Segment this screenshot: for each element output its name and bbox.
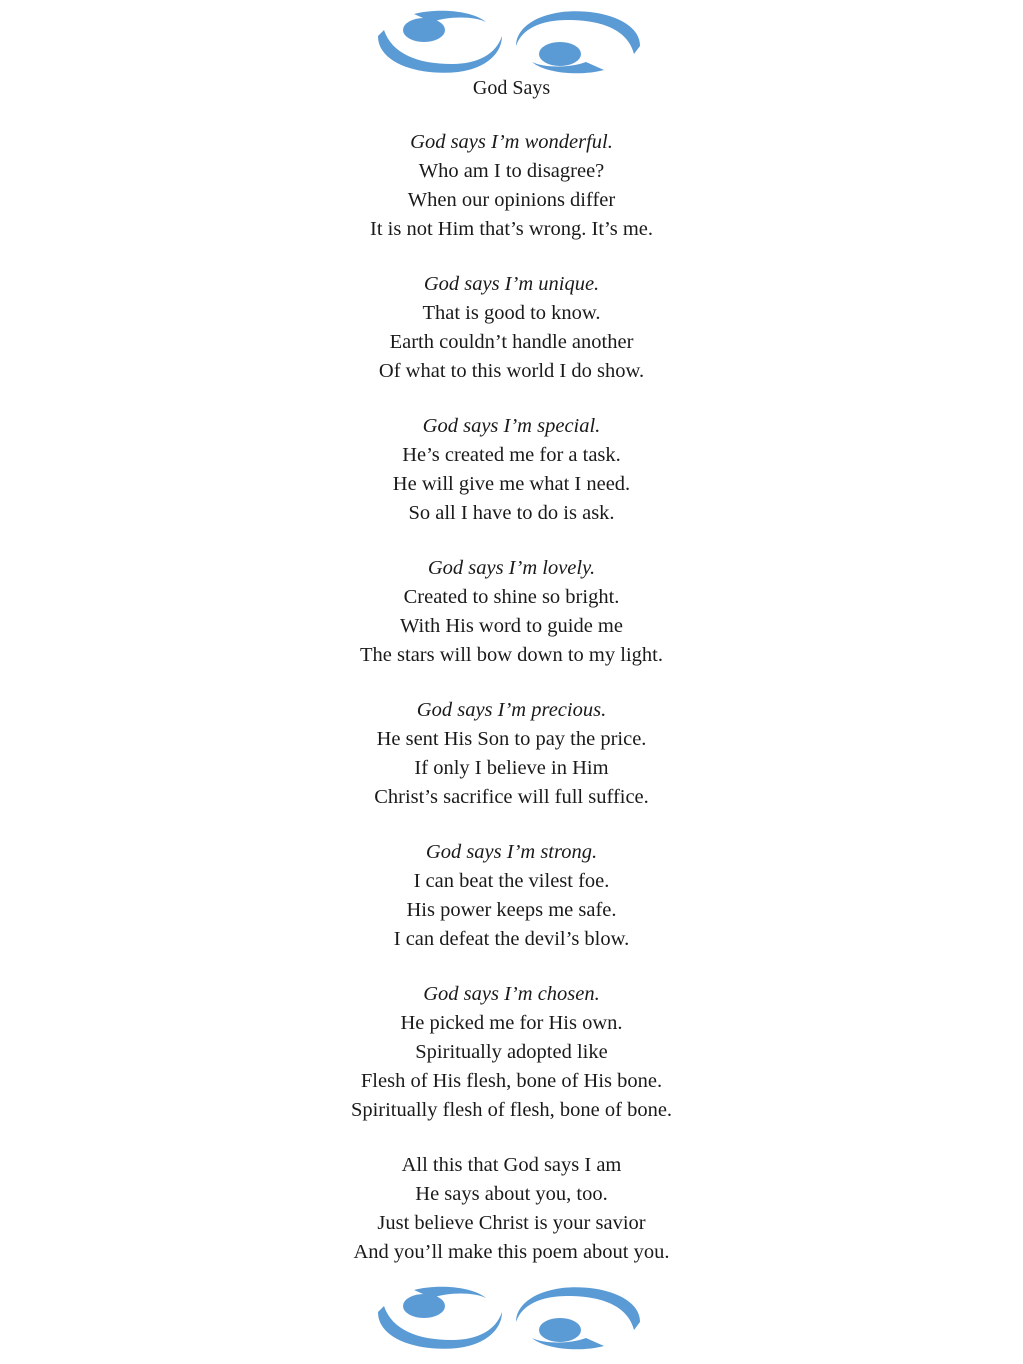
- stanza: [0, 696, 1023, 812]
- poem-line: And you’ll make this poem about you.: [353, 1241, 670, 1263]
- poem-line: Of what to this world I do show.: [378, 360, 645, 382]
- poem-line: He picked me for His own.: [400, 1012, 623, 1034]
- top-ornament: [374, 6, 644, 78]
- stanza: [0, 980, 1023, 1125]
- poem-line: Created to shine so bright.: [403, 586, 620, 608]
- poem-line: I can beat the vilest foe.: [413, 870, 610, 892]
- poem-line: Flesh of His flesh, bone of His bone.: [360, 1070, 663, 1092]
- poem-line: Earth couldn’t handle another: [389, 331, 634, 353]
- stanza: [0, 838, 1023, 954]
- stanza-lead-line: God says I’m lovely.: [427, 557, 596, 579]
- poem-line: Just believe Christ is your savior: [377, 1212, 646, 1234]
- stanza-lead-line: God says I’m strong.: [425, 841, 598, 863]
- poem-line: Who am I to disagree?: [418, 160, 605, 182]
- poem-line: He will give me what I need.: [392, 473, 631, 495]
- swirl-ornament-icon: [374, 1282, 644, 1354]
- stanza-lead-line: God says I’m special.: [422, 415, 601, 437]
- stanza: [0, 554, 1023, 670]
- poem-line: His power keeps me safe.: [406, 899, 617, 921]
- stanza-lead-line: God says I’m unique.: [423, 273, 600, 295]
- poem-line: Spiritually adopted like: [415, 1041, 608, 1063]
- poem-line: He sent His Son to pay the price.: [376, 728, 647, 750]
- poem-line: He says about you, too.: [415, 1183, 608, 1205]
- stanza: [0, 1151, 1023, 1267]
- poem-line: Spiritually flesh of flesh, bone of bone.: [350, 1099, 673, 1121]
- poem-line: That is good to know.: [422, 302, 601, 324]
- poem-line: The stars will bow down to my light.: [360, 644, 663, 666]
- stanza-lead-line: God says I’m chosen.: [423, 983, 600, 1005]
- poem-line: It is not Him that’s wrong. It’s me.: [370, 218, 653, 240]
- stanza: [0, 270, 1023, 386]
- poem-line: With His word to guide me: [400, 615, 623, 637]
- stanza-lead-line: God says I’m wonderful.: [410, 131, 613, 153]
- bottom-ornament: [374, 1282, 644, 1354]
- swirl-ornament-icon: [374, 6, 644, 78]
- poem-line: I can defeat the devil’s blow.: [393, 928, 630, 950]
- poem-title: God Says: [472, 77, 551, 99]
- poem-line: Christ’s sacrifice will full suffice.: [374, 786, 649, 808]
- poem-line: When our opinions differ: [407, 189, 616, 211]
- stanza: [0, 128, 1023, 244]
- stanza-lead-line: All this that God says I am: [401, 1154, 622, 1176]
- stanza: [0, 412, 1023, 528]
- poem-line: If only I believe in Him: [414, 757, 609, 779]
- poem-line: So all I have to do is ask.: [408, 502, 615, 524]
- stanza-lead-line: God says I’m precious.: [416, 699, 607, 721]
- poem-body: [0, 128, 1023, 1293]
- poem-line: He’s created me for a task.: [402, 444, 621, 466]
